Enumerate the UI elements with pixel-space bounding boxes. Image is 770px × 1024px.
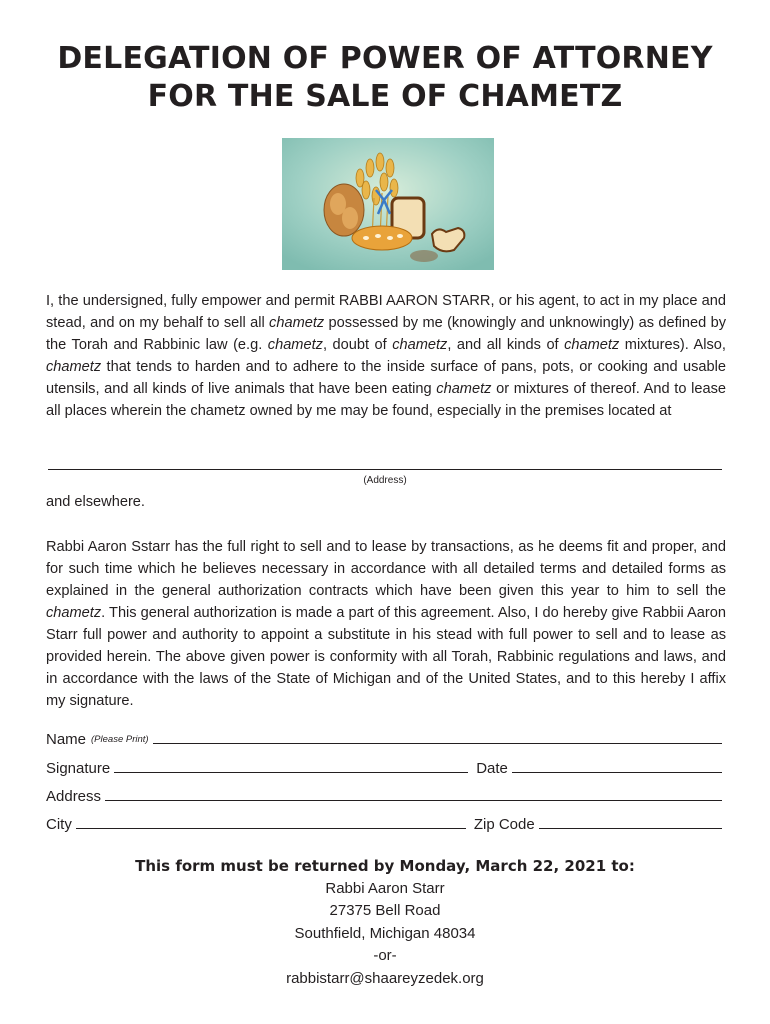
- or-separator: -or-: [373, 947, 397, 964]
- paragraph-text: Rabbi Aaron Sstarr has the full right to sell and to lease by transactions, as he deems fit and proper, and for such time which he believes necessary in accordance with all detailed terms and detailed forms as explained in the general authorization contracts which have been given this year to him to sell the: [46, 539, 726, 599]
- paragraph-text: , doubt of: [322, 337, 393, 353]
- chametz-term: chametz: [392, 337, 448, 353]
- bread-wheat-illustration: [282, 138, 494, 270]
- recipient-email[interactable]: rabbistarr@shaareyzedek.org: [286, 969, 484, 987]
- date-label: Date: [476, 760, 508, 777]
- date-field[interactable]: [512, 758, 722, 773]
- paragraph-text: I, the undersigned, fully empower and permit RABBI AARON STARR, or his agent, to act in my place and stead, and on my behalf to sell all: [46, 293, 726, 331]
- and-elsewhere-text: and elsewhere.: [46, 494, 145, 510]
- address-row: [46, 783, 726, 805]
- premises-address-field[interactable]: [48, 468, 722, 470]
- paragraph-text: that tends to harden and to adhere to the inside surface of pans, pots, or cooking and usable utensils, and all kinds of live animals that have been eating: [46, 359, 726, 397]
- signature-field[interactable]: [114, 758, 468, 773]
- title-line-1: DELEGATION OF POWER OF ATTORNEY: [57, 41, 713, 76]
- zip-field[interactable]: [539, 814, 722, 829]
- address-field[interactable]: [105, 786, 722, 801]
- paragraph-text: possessed by me (knowingly and unknowingly) as defined by the Torah and Rabbinic law (e.g.: [46, 315, 726, 353]
- name-label: Name: [46, 731, 87, 748]
- paragraph-text: or mixtures of thereof. And to lease all places wherein the chametz owned by me may be found, especially in the premises located at: [46, 381, 726, 419]
- paragraph-text: . This general authorization is made a part of this agreement. Also, I do hereby give Rabbii Aaron Starr full power and authority to appoint a substitute in his stead with full power to sell and to lease as provided herein. The above given power is conformity with all Torah, Rabbinic regulations and laws, and in accordance with the laws of the State of Michigan and of the United States, and to this hereby I affix my signature.: [46, 605, 726, 709]
- city-field[interactable]: [76, 814, 466, 829]
- recipient-name: Rabbi Aaron Starr: [325, 879, 445, 897]
- recipient-street: 27375 Bell Road: [329, 902, 441, 919]
- authorization-paragraph: [46, 290, 726, 422]
- signature-row: [46, 755, 726, 777]
- chametz-term: chametz: [564, 337, 620, 353]
- return-instructions: [0, 855, 770, 990]
- city-label: City: [46, 816, 72, 833]
- chametz-term: chametz: [267, 337, 323, 353]
- recipient-city: Southfield, Michigan 48034: [294, 924, 476, 942]
- chametz-term: chametz: [46, 359, 102, 375]
- city-row: [46, 811, 726, 833]
- name-field[interactable]: [153, 729, 722, 744]
- document-title: [0, 40, 770, 116]
- rights-paragraph: [46, 536, 726, 712]
- zip-label: Zip Code: [473, 816, 535, 833]
- deadline-text: This form must be returned by Monday, March 22, 2021 to:: [135, 857, 635, 875]
- address-label: Address: [46, 788, 102, 805]
- title-line-2: FOR THE SALE OF CHAMETZ: [147, 79, 623, 114]
- chametz-term: chametz: [269, 315, 325, 331]
- paragraph-text: mixtures). Also,: [619, 337, 726, 353]
- paragraph-text: , and all kinds of: [447, 337, 565, 353]
- name-hint: (Please Print): [91, 734, 149, 745]
- signature-label: Signature: [46, 760, 111, 777]
- name-row: [46, 726, 726, 748]
- chametz-term: chametz: [46, 605, 102, 621]
- chametz-term: chametz: [436, 381, 492, 397]
- address-caption: (Address): [363, 475, 407, 486]
